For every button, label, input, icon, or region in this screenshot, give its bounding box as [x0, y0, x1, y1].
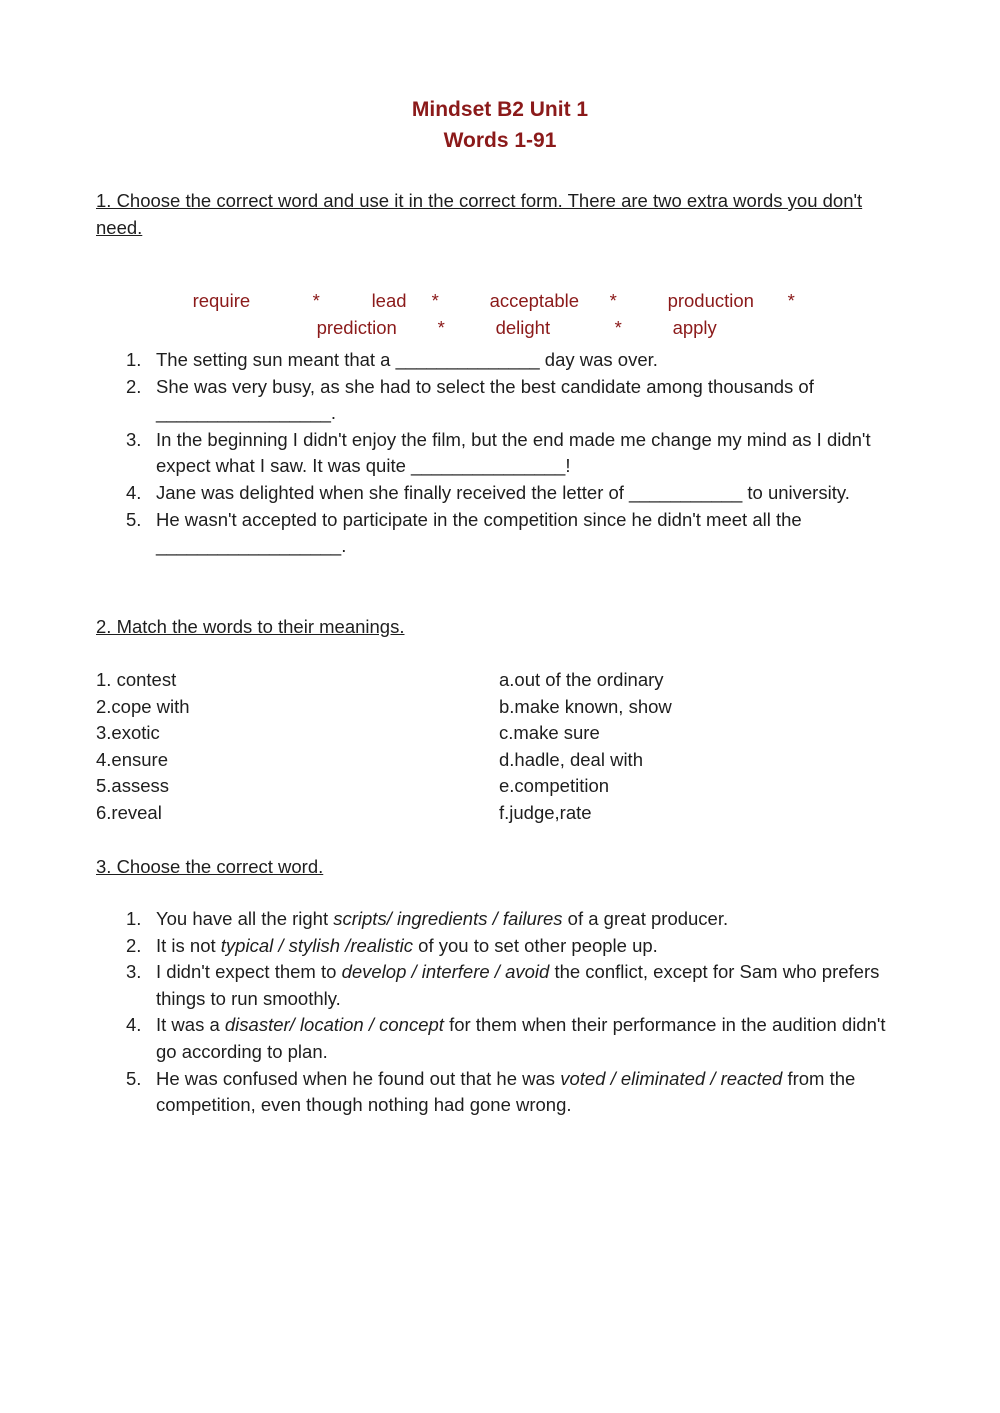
- item-text: Jane was delighted when she finally received the letter of ___________ to university.: [156, 481, 850, 503]
- match-word: 5.assess: [96, 775, 170, 797]
- item-options: disaster/ location / concept: [224, 1014, 444, 1036]
- item-number: 2.: [126, 375, 142, 397]
- list-item: [96, 427, 896, 480]
- bank-separator: *: [437, 317, 445, 338]
- item-options: voted / eliminated / reacted: [560, 1067, 783, 1089]
- match-meaning: e.competition: [499, 775, 610, 797]
- section1-list: [96, 347, 896, 560]
- list-item: [96, 507, 896, 560]
- bank-word: apply: [672, 317, 717, 338]
- bank-separator: *: [431, 290, 439, 311]
- list-item: [96, 959, 896, 1012]
- page-subtitle: Words 1-91: [443, 129, 557, 152]
- bank-word: delight: [495, 317, 551, 338]
- item-number: 3.: [126, 961, 142, 983]
- item-text: In the beginning I didn't enjoy the film, but the end made me change my mind as I didn't expect what I saw. It was quite _______________!: [156, 428, 871, 477]
- item-number: 3.: [126, 428, 142, 450]
- match-word: 6.reveal: [96, 801, 162, 823]
- match-word: 3.exotic: [96, 722, 160, 744]
- item-text-pre: It was a: [156, 1014, 225, 1036]
- bank-separator: *: [787, 290, 795, 311]
- list-item: [96, 347, 896, 374]
- page-title: Mindset B2 Unit 1: [411, 98, 589, 121]
- match-meaning: a.out of the ordinary: [499, 669, 664, 690]
- match-meaning: b.make known, show: [499, 695, 672, 717]
- item-number: 5.: [126, 508, 142, 530]
- match-meaning: d.hadle, deal with: [499, 748, 643, 770]
- bank-word: prediction: [316, 317, 397, 338]
- match-words-column: [96, 667, 190, 827]
- section1-heading: 1. Choose the correct word and use it in the correct form. There are two extra words you don't need.: [96, 190, 863, 238]
- bank-separator: *: [614, 317, 622, 338]
- item-number: 4.: [126, 481, 142, 503]
- match-word: 1. contest: [96, 669, 177, 690]
- item-options: develop / interfere / avoid: [341, 961, 550, 983]
- bank-separator: *: [609, 290, 617, 311]
- match-meaning: f.judge,rate: [499, 801, 592, 823]
- item-text-pre: I didn't expect them to: [156, 961, 342, 983]
- item-number: 1.: [126, 349, 142, 370]
- item-text-pre: You have all the right: [156, 908, 334, 929]
- item-number: 1.: [126, 908, 142, 929]
- item-text-post: from the competition, even though nothing had gone wrong.: [156, 1067, 856, 1116]
- bank-word: lead: [371, 290, 407, 311]
- item-number: 2.: [126, 934, 142, 956]
- list-item: [96, 1066, 896, 1119]
- item-text-post: the conflict, except for Sam who prefers things to run smoothly.: [156, 961, 880, 1009]
- match-word: 4.ensure: [96, 748, 168, 770]
- item-number: 5.: [126, 1067, 142, 1089]
- item-options: scripts/ ingredients / failures: [333, 908, 563, 929]
- item-text-pre: It is not: [156, 934, 221, 956]
- item-number: 4.: [126, 1014, 142, 1036]
- bank-separator: *: [312, 290, 320, 311]
- bank-word: production: [667, 290, 754, 311]
- item-text-post: of a great producer.: [562, 908, 729, 929]
- list-item: [96, 906, 896, 933]
- item-text-post: for them when their performance in the audition didn't go according to plan.: [156, 1014, 886, 1062]
- item-text: She was very busy, as she had to select the best candidate among thousands of _________________.: [156, 375, 814, 424]
- match-word: 2.cope with: [96, 695, 190, 717]
- item-text-pre: He was confused when he found out that he was: [156, 1067, 561, 1089]
- section3-list: [96, 906, 896, 1119]
- item-text: He wasn't accepted to participate in the competition since he didn't meet all the __________________.: [156, 508, 802, 557]
- section3-heading: 3. Choose the correct word.: [96, 856, 324, 877]
- match-meanings-column: [499, 667, 672, 827]
- list-item: [96, 933, 896, 960]
- bank-word: acceptable: [489, 290, 580, 311]
- section2-heading: 2. Match the words to their meanings.: [96, 616, 405, 637]
- list-item: [96, 480, 896, 507]
- item-options: typical / stylish /realistic: [220, 934, 414, 956]
- item-text: The setting sun meant that a ______________ day was over.: [156, 349, 658, 370]
- match-meaning: c.make sure: [499, 722, 600, 744]
- list-item: [96, 374, 896, 427]
- item-text-post: of you to set other people up.: [413, 934, 658, 956]
- list-item: [96, 1012, 896, 1065]
- bank-word: require: [192, 290, 251, 311]
